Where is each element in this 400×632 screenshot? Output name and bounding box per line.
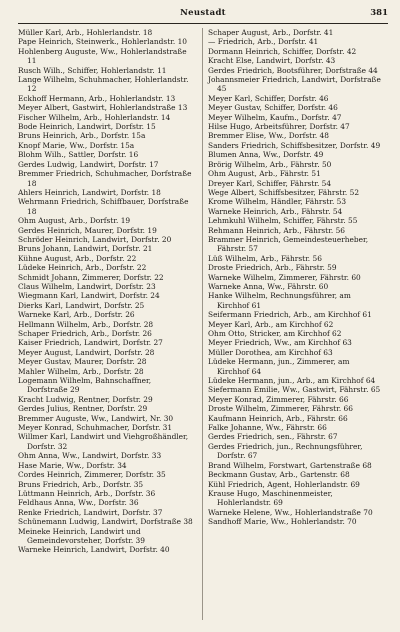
directory-entry: Meineke Heinrich, Landwirt und Gemeindevorsteher, Dorfstr. 39 [18,526,145,545]
directory-entry: Kracht Else, Landwirt, Dorfstr. 43 [208,56,336,66]
directory-entry: Ohm August, Arb., Dorfstr. 19 [18,216,131,226]
directory-entry: Ahlers Heinrich, Landwirt, Dorfstr. 18 [18,187,161,197]
directory-entry: Wiegmann Karl, Landwirt, Dorfstr. 24 [18,291,160,301]
directory-entry: Bruns Johann, Landwirt, Dorfstr. 21 [18,244,153,254]
directory-entry: Meyer Wilhelm, Kaufm., Dorfstr. 47 [208,112,342,122]
directory-entry: Johannsmeier Friedrich, Landwirt, Dorfstraße 45 [208,75,381,94]
directory-entry: Warneke Anna, Ww., Fährstr. 60 [208,281,329,291]
directory-entry: Meyer Karl, Schiffer, Dorfstr. 46 [208,93,329,103]
directory-entry: Warneke Helene, Ww., Hohlerlandstraße 70 [208,507,373,517]
directory-entry: Bremmer Auguste, Ww., Landwirt, Nr. 30 [18,413,174,423]
directory-entry: Bruns Heinrich, Arb., Dorfstr. 15a [18,131,146,141]
directory-entry: Gerdes Friedrich, sen., Fährstr. 67 [208,432,338,442]
directory-entry: Meyer August, Landwirt, Dorfstr. 28 [18,347,155,357]
directory-entry: Claus Wilhelm, Landwirt, Dorfstr. 23 [18,281,156,291]
directory-entry: Mahler Wilhelm, Arb., Dorfstr. 28 [18,366,144,376]
directory-entry: Gerdes Julius, Rentner, Dorfstr. 29 [18,404,148,414]
directory-entry: Ohm August, Arb., Fährstr. 51 [208,169,321,179]
directory-entry: Bode Heinrich, Landwirt, Dorfstr. 15 [18,122,156,132]
directory-entry: Kaiser Friedrich, Landwirt, Dorfstr. 27 [18,338,163,348]
directory-entry: Wege Albert, Schiffsbesitzer, Fährstr. 52 [208,187,360,197]
directory-entry: Bruns Friedrich, Arb., Dorfstr. 35 [18,479,144,489]
directory-entry: Falke Johanne, Ww., Fährstr. 66 [208,423,327,433]
directory-entry: Hase Marie, Ww., Dorfstr. 34 [18,460,127,470]
directory-entry: Müller Karl, Arb., Hohlerlandstr. 18 [18,28,153,37]
directory-entry: Beckmann Gustav, Arb., Gartenstr. 68 [208,470,350,480]
directory-entry: Hanke Wilhelm, Rechnungsführer, am Kirchhof 61 [208,291,351,310]
directory-entry: Eckhoff Hermann, Arb., Hohlerlandstr. 13 [18,93,176,103]
directory-entry: Lüdeke Heinrich, Arb., Dorfstr. 22 [18,263,147,273]
directory-entry: Kühl Friedrich, Agent, Hohlerlandstr. 69 [208,479,360,489]
directory-entry: Dormann Heinrich, Schiffer, Dorfstr. 42 [208,46,357,56]
directory-entry: Warneke Heinrich, Landwirt, Dorfstr. 40 [18,545,170,555]
directory-entry: Pape Heinrich, Steinwerk., Hohlerlandstr. 10 [18,37,187,47]
directory-entry: Gerdes Heinrich, Maurer, Dorfstr. 19 [18,225,157,235]
directory-entry: Cordes Heinrich, Zimmerer, Dorfstr. 35 [18,470,166,480]
directory-entry: Renke Friedrich, Landwirt, Dorfstr. 37 [18,507,163,517]
directory-entry: Hellmann Wilhelm, Arb., Dorfstr. 28 [18,319,154,329]
directory-entry: Seifermann Friedrich, Arb., am Kirchhof 61 [208,310,372,320]
directory-entry: Lehmkuhl Wilhelm, Schiffer, Fährstr. 55 [208,216,358,226]
directory-entry: Warneke Karl, Arb., Dorfstr. 26 [18,310,135,320]
directory-entry: Meyer Konrad, Schuhmacher, Dorfstr. 31 [18,423,173,433]
directory-entry: Blohm Wilh., Sattler, Dorfstr. 16 [18,150,139,160]
directory-entry: Hohlenberg Auguste, Ww., Hohlerlandstraße 11 [18,46,187,66]
directory-entry: Willmer Karl, Landwirt und Viehgroßhändler, Dorfstr. 32 [18,432,189,451]
directory-entry: Meyer Gustav, Schiffer, Dorfstr. 46 [208,103,338,113]
directory-entry: Bremmer Elise, Ww., Dorfstr. 48 [208,131,329,141]
column-divider [202,28,203,620]
directory-entry: Dierks Karl, Landwirt, Dorfstr. 25 [18,300,145,310]
directory-entry: Bremmer Friedrich, Schuhmacher, Dorfstraße 18 [18,169,192,188]
page-header [18,8,388,22]
directory-entry: Krause Hugo, Maschinenmeister, Hohlerlandstr. 69 [208,488,333,508]
header-rule [18,23,388,24]
directory-entry: Hilse Hugo, Arbeitsführer, Dorfstr. 47 [208,122,350,132]
directory-entry: Meyer Gustav, Maurer, Dorfstr. 28 [18,357,147,367]
directory-entry: Brand Wilhelm, Forstwart, Gartenstraße 68 [208,460,372,470]
right-column [208,28,384,527]
directory-entry: Droste Wilhelm, Zimmerer, Fährstr. 66 [208,404,353,414]
directory-entry: Müller Dorothea, am Kirchhof 63 [208,347,333,357]
directory-entry: Brammer Heinrich, Gemeindesteuerheber, Fährstr. 57 [208,234,369,254]
directory-entry: Sandhoff Marie, Ww., Hohlerlandstr. 70 [208,517,357,527]
directory-entry: Warneke Heinrich, Arb., Fährstr. 54 [208,206,343,216]
directory-entry: Gerdes Ludwig, Landwirt, Dorfstr. 17 [18,159,159,169]
directory-entry: Droste Friedrich, Arb., Fährstr. 59 [208,263,337,273]
directory-entry: Meyer Friedrich, Ww., am Kirchhof 63 [208,338,352,348]
directory-entry: Krome Wilhelm, Händler, Fährstr. 53 [208,197,347,207]
directory-entry: Fischer Wilhelm, Arb., Hohlerlandstr. 14 [18,112,171,122]
directory-entry: Gerdes Friedrich, jun., Rechnungsführer, Dorfstr. 67 [208,441,363,461]
directory-entry: Dreyer Karl, Schiffer, Fährstr. 54 [208,178,332,188]
directory-entry: Lüß Wilhelm, Arb., Fährstr. 56 [208,253,322,263]
directory-entry: Schünemann Ludwig, Landwirt, Dorfstraße 38 [18,517,193,527]
directory-entry: Rehmann Heinrich, Arb., Fährstr. 56 [208,225,345,235]
directory-entry: Lüdeke Hermann, jun., Zimmerer, am Kirchhof 64 [208,357,350,376]
directory-entry: Lüdeke Hermann, jun., Arb., am Kirchhof 64 [208,376,376,386]
directory-entry: Logemann Wilhelm, Bahnschaffner, Dorfstraße 29 [18,376,152,395]
directory-entry: Ohm Anna, Ww., Landwirt, Dorfstr. 33 [18,451,162,461]
directory-entry: Meyer Albert, Gastwirt, Hohlerlandstraße 13 [18,103,188,113]
directory-entry: Schaper Friedrich, Arb., Dorfstr. 26 [18,329,152,338]
directory-entry: Meyer Konrad, Zimmerer, Fährstr. 66 [208,394,349,404]
directory-entry: Feldhaus Anna, Ww., Dorfstr. 36 [18,498,139,508]
running-head: Neustadt [180,8,226,18]
directory-entry: Brörig Wilhelm, Arb., Fährstr. 50 [208,159,332,169]
directory-entry: Blumen Anna, Ww., Dorfstr. 49 [208,150,324,160]
directory-entry: Rusch Wilh., Schiffer, Hohlerlandstr. 11 [18,65,167,75]
directory-entry: Warneke Wilhelm, Zimmerer, Fährstr. 60 [208,272,361,282]
directory-entry: Kracht Ludwig, Rentner, Dorfstr. 29 [18,394,153,404]
directory-entry: Kaufmann Heinrich, Arb., Fährstr. 66 [208,413,348,423]
directory-entry: Lange Wilhelm, Schuhmacher, Hohlerlandstr. 12 [18,75,189,94]
directory-entry: Schaper August, Arb., Dorfstr. 41 [208,28,334,37]
directory-entry: Wehrmann Friedrich, Schiffbauer, Dorfstraße 18 [18,197,189,216]
directory-entry: Lüttmann Heinrich, Arb., Dorfstr. 36 [18,488,156,498]
directory-entry: Schröder Heinrich, Landwirt, Dorfstr. 20 [18,234,172,244]
directory-entry: Siefermann Emilie, Ww., Gastwirt, Fährstr. 65 [208,385,381,395]
directory-entry: Ohm Otto, Stricker, am Kirchhof 62 [208,329,342,338]
directory-entry: Meyer Karl, Arb., am Kirchhof 62 [208,319,334,329]
columns [18,28,390,628]
directory-entry: Kühne August, Arb., Dorfstr. 22 [18,253,137,263]
page-number: 381 [370,8,388,18]
directory-entry: — Friedrich, Arb., Dorfstr. 41 [208,37,319,47]
directory-entry: Schmidt Johann, Zimmerer, Dorfstr. 22 [18,272,164,282]
directory-entry: Gerdes Friedrich, Bootsführer, Dorfstraße 44 [208,65,378,75]
directory-entry: Knopf Marie, Ww., Dorfstr. 15a [18,140,135,150]
left-column [18,28,194,555]
directory-entry: Sanders Friedrich, Schiffsbesitzer, Dorfstr. 49 [208,140,381,150]
